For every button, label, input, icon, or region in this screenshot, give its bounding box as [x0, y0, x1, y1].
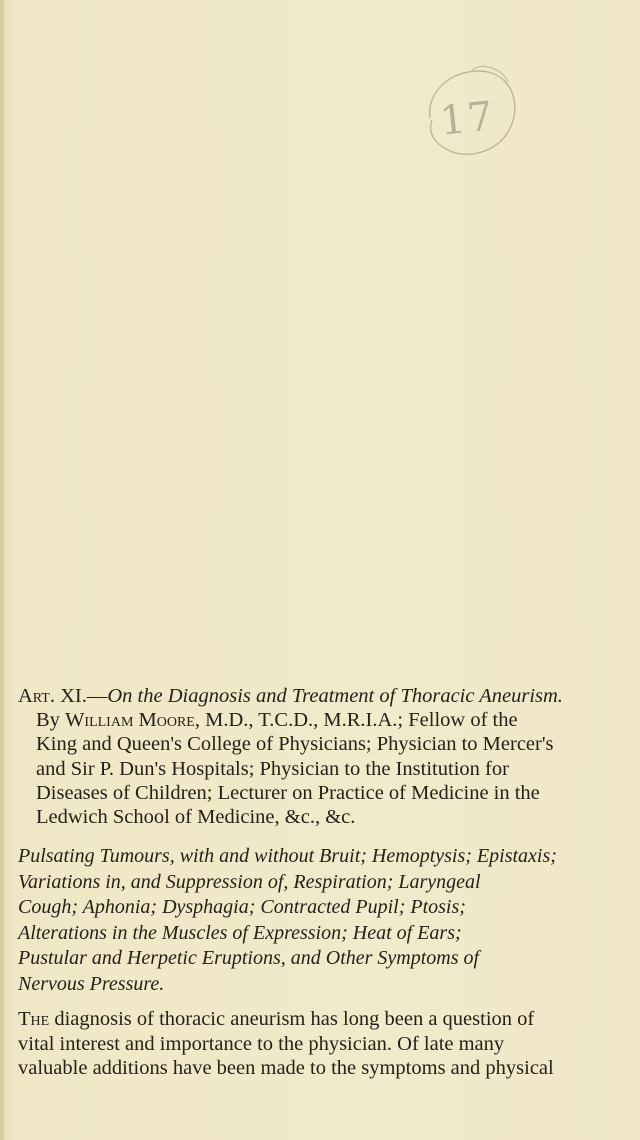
credentials-line-3: Diseases of Children; Lecturer on Practice of Medicine in the: [36, 781, 540, 804]
body-line-3: valuable additions have been made to the symptoms and physical: [18, 1057, 554, 1079]
article-heading: [18, 684, 590, 829]
body-first-word: The: [18, 1008, 50, 1030]
author-name: William Moore: [65, 709, 195, 732]
subject-line-6: Nervous Pressure.: [18, 972, 165, 995]
title-line: [18, 684, 590, 708]
article-title: On the Diagnosis and Treatment of Thoracic Aneurism.: [107, 685, 563, 707]
subject-line-2: Variations in, and Suppression of, Respiration; Laryngeal: [18, 870, 481, 893]
art-number: XI.: [60, 685, 87, 707]
body-line-2: vital interest and importance to the physician. Of late many: [18, 1032, 505, 1055]
body-line-1-rest: diagnosis of thoracic aneurism has long been a question of: [54, 1008, 535, 1030]
page-edge-shadow: [0, 0, 4, 1140]
subject-summary: [18, 844, 590, 997]
subject-line-5: Pustular and Herpetic Eruptions, and Other Symptoms of: [18, 947, 480, 969]
body-text: [18, 1007, 590, 1081]
byline-line: [18, 708, 590, 732]
body-line-1: [18, 1007, 590, 1032]
subject-line-4: Alterations in the Muscles of Expression; Heat of Ears;: [18, 921, 462, 944]
pencil-page-number: 17: [437, 93, 498, 145]
credentials-line-2: and Sir P. Dun's Hospitals; Physician to the Institution for: [36, 757, 509, 780]
subject-line-3: Cough; Aphonia; Dysphagia; Contracted Pupil; Ptosis;: [18, 896, 466, 918]
title-dash: —: [86, 685, 108, 707]
byline-rest: , M.D., T.C.D., M.R.I.A.; Fellow of the: [194, 709, 518, 732]
credentials-line-1: King and Queen's College of Physicians; Physician to Mercer's: [36, 733, 554, 756]
credentials-line-4: Ledwich School of Medicine, &c., &c.: [36, 806, 356, 829]
byline-by: By: [36, 709, 60, 732]
subject-line-1: Pulsating Tumours, with and without Bruit; Hemoptysis; Epistaxis;: [18, 845, 557, 867]
art-label: Art.: [18, 685, 55, 707]
